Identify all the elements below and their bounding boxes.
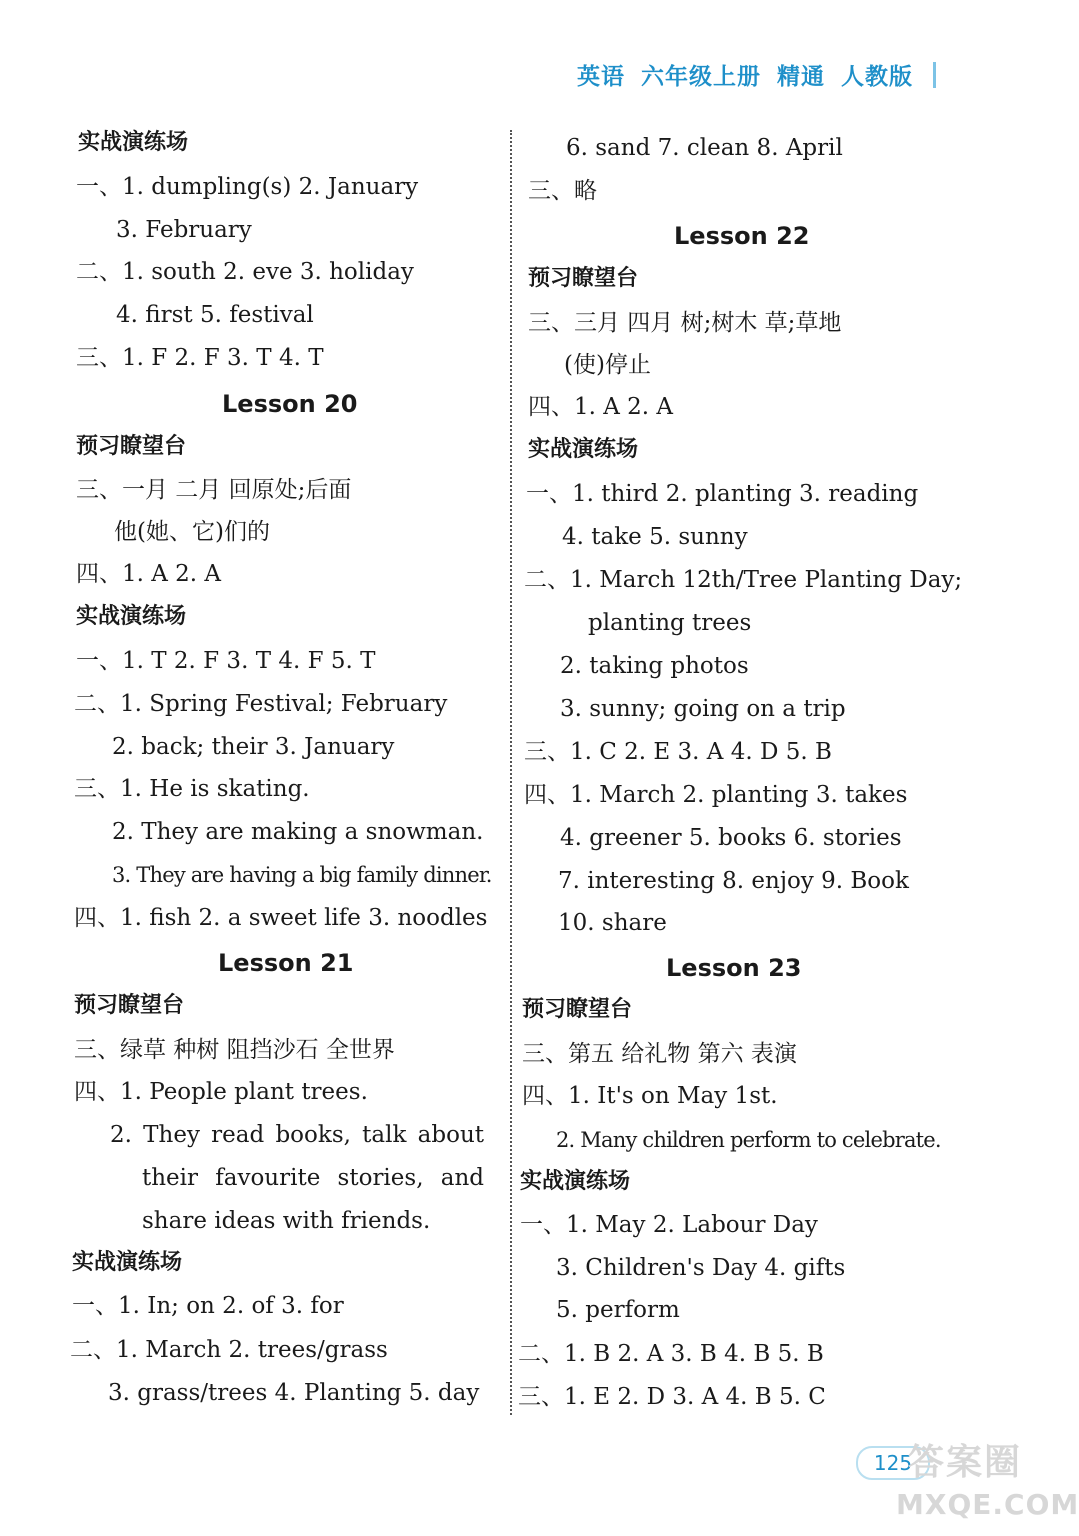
answer-line: 4. take 5. sunny <box>562 524 748 550</box>
lesson-title: Lesson 20 <box>222 390 358 418</box>
section-heading: 实战演练场 <box>72 1250 183 1275</box>
answer-line: 二、1. March 12th/Tree Planting Day; <box>524 567 963 593</box>
section-heading: 实战演练场 <box>528 437 639 462</box>
lesson-title: Lesson 22 <box>674 222 810 250</box>
section-heading: 实战演练场 <box>78 130 189 155</box>
answer-line: (使)停止 <box>564 352 651 378</box>
header-subject: 英语 <box>577 64 625 90</box>
answer-line: 2. They are making a snowman. <box>112 819 484 845</box>
answer-line: 3. sunny; going on a trip <box>560 696 846 722</box>
answer-line: 三、1. C 2. E 3. A 4. D 5. B <box>524 739 832 765</box>
column-divider <box>510 130 512 1415</box>
section-heading: 预习瞭望台 <box>74 993 185 1018</box>
answer-line: 2. Many children perform to celebrate. <box>556 1128 941 1152</box>
answer-line: 四、1. March 2. planting 3. takes <box>524 782 908 808</box>
answer-line: 四、1. People plant trees. <box>74 1079 368 1105</box>
answer-line: 三、1. F 2. F 3. T 4. T <box>76 345 324 371</box>
answer-line: 2. taking photos <box>560 653 749 679</box>
lesson-title: Lesson 21 <box>218 949 354 977</box>
answer-line: 6. sand 7. clean 8. April <box>566 135 843 161</box>
answer-line: 三、略 <box>528 178 597 204</box>
answer-line: 三、1. He is skating. <box>74 776 310 802</box>
answer-line: planting trees <box>588 610 752 636</box>
header-series: 精通 <box>777 64 825 90</box>
section-heading: 实战演练场 <box>520 1169 631 1194</box>
answer-line: 一、1. In; on 2. of 3. for <box>72 1293 344 1319</box>
page-number: 125 <box>856 1446 930 1480</box>
answer-line: 2. They read books, talk about <box>110 1122 484 1148</box>
answer-line: 三、一月 二月 回原处;后面 <box>76 477 352 503</box>
header-bar <box>933 62 936 88</box>
answer-line: 二、1. Spring Festival; February <box>74 691 448 717</box>
answer-line: 一、1. third 2. planting 3. reading <box>526 481 919 507</box>
answer-line: 7. interesting 8. enjoy 9. Book <box>558 868 909 894</box>
answer-line: 三、三月 四月 树;树木 草;草地 <box>528 310 842 336</box>
answer-line: 5. perform <box>556 1297 680 1323</box>
answer-line: 4. greener 5. books 6. stories <box>560 825 902 851</box>
answer-line: 二、1. March 2. trees/grass <box>70 1337 388 1363</box>
answer-line: 他(她、它)们的 <box>114 519 270 545</box>
answer-line: 2. back; their 3. January <box>112 734 395 760</box>
answer-line: 4. first 5. festival <box>116 302 314 328</box>
answer-line: 四、1. It's on May 1st. <box>522 1083 778 1109</box>
answer-line: 二、1. south 2. eve 3. holiday <box>76 259 414 285</box>
answer-line: 3. Children's Day 4. gifts <box>556 1255 846 1281</box>
answer-line: 一、1. T 2. F 3. T 4. F 5. T <box>76 648 376 674</box>
section-heading: 实战演练场 <box>76 604 187 629</box>
answer-line: 一、1. dumpling(s) 2. January <box>76 174 419 200</box>
answer-line: 一、1. May 2. Labour Day <box>520 1212 818 1238</box>
answer-line: 二、1. B 2. A 3. B 4. B 5. B <box>518 1341 824 1367</box>
answer-line: 3. grass/trees 4. Planting 5. day <box>108 1380 480 1406</box>
watermark-logo-text: 答案圈 <box>908 1442 1023 1483</box>
answer-line: 3. They are having a big family dinner. <box>112 863 492 887</box>
section-heading: 预习瞭望台 <box>522 997 633 1022</box>
answer-line: 四、1. fish 2. a sweet life 3. noodles <box>74 905 488 931</box>
answer-line: 三、1. E 2. D 3. A 4. B 5. C <box>518 1384 826 1410</box>
answer-line: 四、1. A 2. A <box>76 561 222 587</box>
answer-line: 三、绿草 种树 阻挡沙石 全世界 <box>74 1037 395 1063</box>
answer-line: 10. share <box>558 910 667 936</box>
header-grade: 六年级上册 <box>641 64 761 90</box>
watermark <box>886 1430 1079 1530</box>
answer-line: share ideas with friends. <box>142 1208 431 1234</box>
section-heading: 预习瞭望台 <box>528 266 639 291</box>
running-header <box>577 58 936 91</box>
answer-line: 四、1. A 2. A <box>528 394 674 420</box>
header-edition: 人教版 <box>841 64 913 90</box>
watermark-url: MXQE.COM <box>896 1488 1079 1521</box>
section-heading: 预习瞭望台 <box>76 434 187 459</box>
lesson-title: Lesson 23 <box>666 954 802 982</box>
answer-line: 3. February <box>116 217 252 243</box>
answer-line: their favourite stories, and <box>142 1165 484 1191</box>
answer-line: 三、第五 给礼物 第六 表演 <box>522 1041 797 1067</box>
